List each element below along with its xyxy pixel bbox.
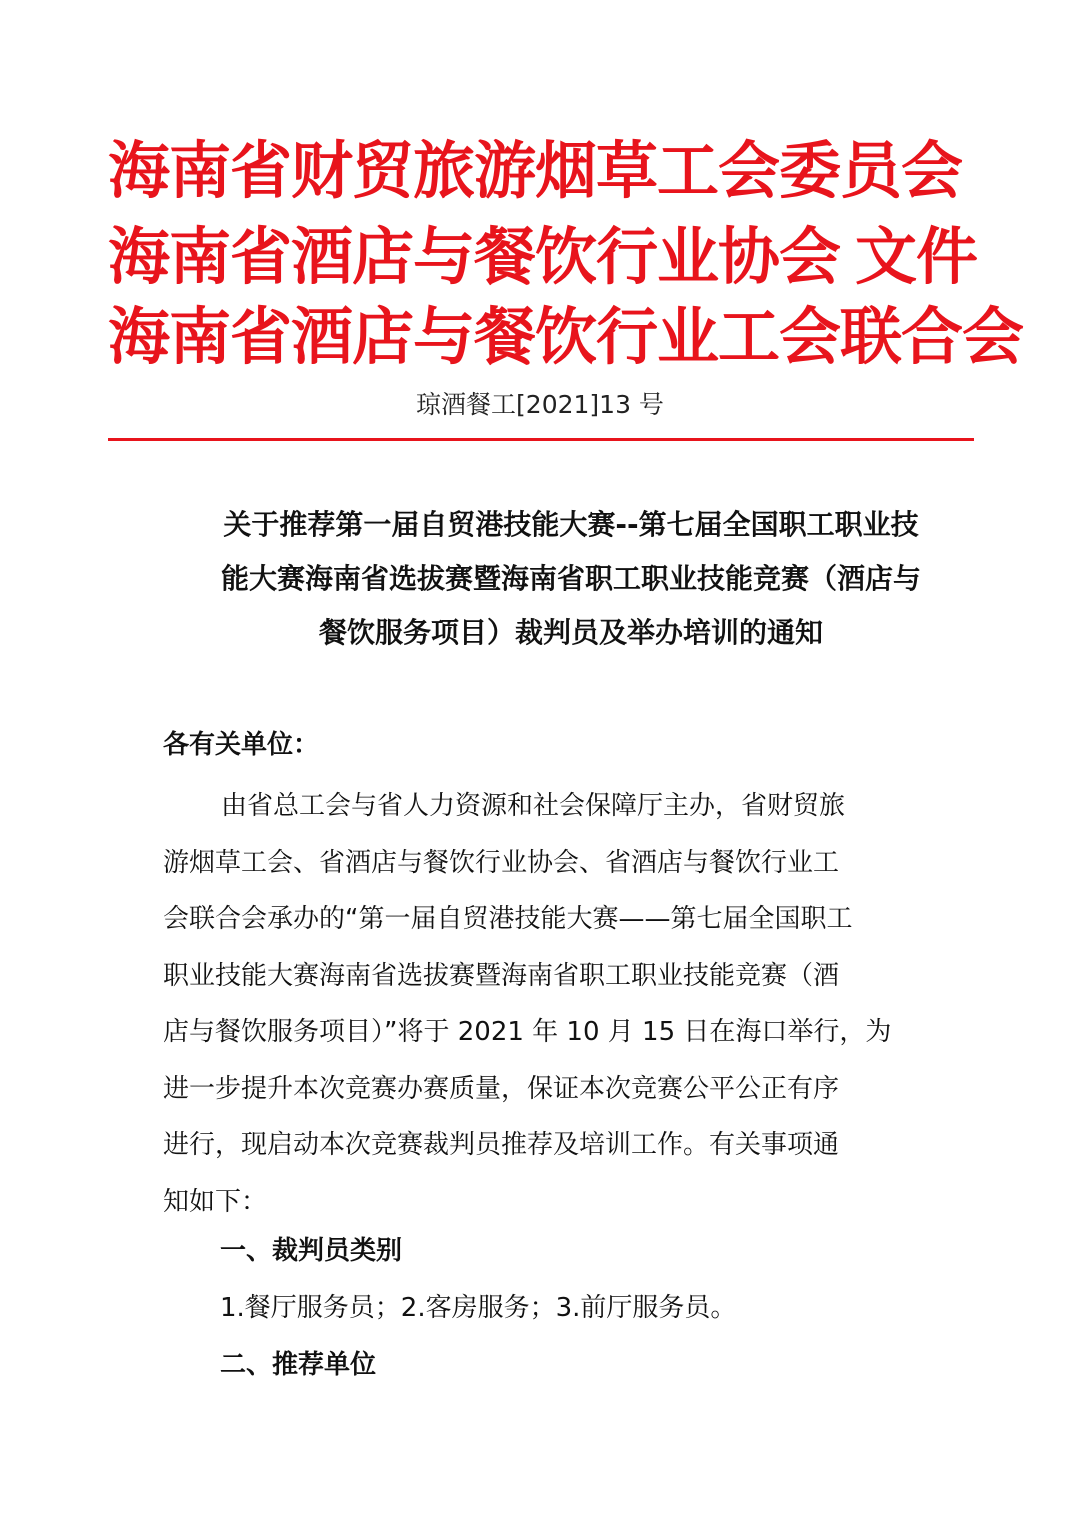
paragraph-line: 进一步提升本次竞赛办赛质量，保证本次竞赛公平公正有序 <box>163 1073 840 1104</box>
notice-title <box>150 498 992 660</box>
title-line: 能大赛海南省选拔赛暨海南省职工职业技能竞赛（酒店与 <box>220 562 921 595</box>
section-heading-recommending-unit: 二、推荐单位 <box>220 1350 377 1380</box>
red-divider-line <box>108 438 974 441</box>
issuing-org-3: 海南省酒店与餐饮行业工会联合会 <box>108 300 1024 373</box>
paragraph-line: 店与餐饮服务项目）”将于 2021 年 10 月 15 日在海口举行，为 <box>163 1017 892 1047</box>
referee-category-list: 1.餐厅服务员；2.客房服务；3.前厅服务员。 <box>220 1293 737 1323</box>
document-number: 琼酒餐工[2021]13 号 <box>416 390 664 419</box>
paragraph-line: 游烟草工会、省酒店与餐饮行业协会、省酒店与餐饮行业工 <box>163 847 840 878</box>
title-line: 关于推荐第一届自贸港技能大赛--第七届全国职工职业技 <box>223 508 919 541</box>
paragraph-line: 知如下： <box>163 1186 268 1217</box>
paragraph-line: 进行，现启动本次竞赛裁判员推荐及培训工作。有关事项通 <box>163 1130 840 1160</box>
paragraph-line: 会联合会承办的“第一届自贸港技能大赛——第七届全国职工 <box>163 904 853 934</box>
body-paragraph <box>163 778 923 1230</box>
paragraph-line: 由省总工会与省人力资源和社会保障厅主办，省财贸旅 <box>221 791 846 821</box>
issuing-org-1: 海南省财贸旅游烟草工会委员会 <box>108 134 963 207</box>
paragraph-line: 职业技能大赛海南省选拔赛暨海南省职工职业技能竞赛（酒 <box>163 960 840 991</box>
title-line: 餐饮服务项目）裁判员及举办培训的通知 <box>318 616 823 649</box>
document-type-label: 文件 <box>855 220 978 293</box>
section-heading-referee-category: 一、裁判员类别 <box>220 1236 403 1266</box>
salutation: 各有关单位： <box>163 730 320 760</box>
issuing-org-2: 海南省酒店与餐饮行业协会 <box>108 220 841 293</box>
